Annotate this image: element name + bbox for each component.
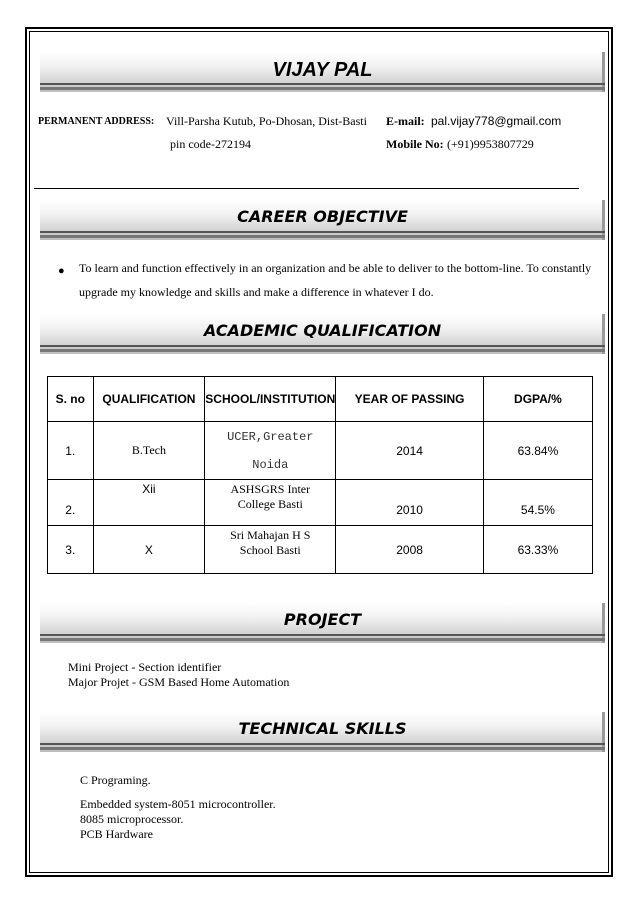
email-label: E-mail: xyxy=(386,114,425,128)
project-banner xyxy=(40,603,605,643)
row3-school-line1: Sri Mahajan H S xyxy=(230,528,311,542)
career-objective-banner xyxy=(40,200,605,240)
list-item: 8085 microprocessor. xyxy=(80,812,184,826)
row1-dgpa: 63.84% xyxy=(483,422,592,480)
list-item: Embedded system-8051 microcontroller. xyxy=(80,797,276,811)
row2-qualification: Xii xyxy=(93,480,205,526)
technical-skills-banner xyxy=(40,712,605,752)
row2-school-line1: ASHSGRS Inter xyxy=(230,482,311,496)
row3-sno: 3. xyxy=(48,526,94,574)
list-item: PCB Hardware xyxy=(80,827,153,841)
row3-school xyxy=(205,526,336,574)
skills-list xyxy=(80,797,276,842)
table-row xyxy=(48,480,593,526)
row2-year: 2010 xyxy=(336,480,484,526)
address-label: PERMANENT ADDRESS: xyxy=(38,116,155,127)
email-value[interactable]: pal.vijay778@gmail.com xyxy=(431,114,562,128)
row2-dgpa: 54.5% xyxy=(483,480,592,526)
mobile-label: Mobile No: xyxy=(386,137,444,151)
header-sno: S. no xyxy=(48,377,94,422)
candidate-name: VIJAY PAL xyxy=(272,59,373,81)
row1-year: 2014 xyxy=(336,422,484,480)
row1-qualification: B.Tech xyxy=(93,422,205,480)
row3-year: 2008 xyxy=(336,526,484,574)
table-header-row xyxy=(48,377,593,422)
row1-sno: 1. xyxy=(48,422,94,480)
career-objective-heading: CAREER OBJECTIVE xyxy=(237,207,408,226)
address-line1: Vill-Parsha Kutub, Po-Dhosan, Dist-Basti xyxy=(166,114,367,128)
project-heading: PROJECT xyxy=(283,610,362,629)
row2-sno: 2. xyxy=(48,480,94,526)
academic-banner xyxy=(40,314,605,354)
academic-table xyxy=(47,376,593,574)
list-item: Mini Project - Section identifier xyxy=(68,660,222,674)
divider-line xyxy=(34,188,579,189)
row1-school-line1: UCER,Greater xyxy=(227,429,314,444)
row2-school xyxy=(205,480,336,526)
row3-qualification: X xyxy=(93,526,205,574)
row3-dgpa: 63.33% xyxy=(483,526,592,574)
technical-skills-heading: TECHNICAL SKILLS xyxy=(238,719,407,738)
list-item: Major Projet - GSM Based Home Automation xyxy=(68,675,290,689)
header-qualification: QUALIFICATION xyxy=(93,377,205,422)
project-list xyxy=(68,660,289,690)
academic-heading: ACADEMIC QUALIFICATION xyxy=(203,321,442,340)
bullet-icon: ● xyxy=(58,265,65,277)
mobile-value: (+91)9953807729 xyxy=(447,137,534,151)
name-banner xyxy=(40,52,605,92)
table-row xyxy=(48,422,593,480)
header-school: SCHOOL/INSTITUTION xyxy=(205,377,336,422)
address-line2: pin code-272194 xyxy=(170,137,251,151)
objective-text: To learn and function effectively in an organization and be able to deliver to the bottom-line. To constantly upgrade my knowledge and skills and make a difference in whatever I do. xyxy=(79,261,592,299)
row2-school-line2: College Basti xyxy=(237,497,303,511)
table-row xyxy=(48,526,593,574)
header-year: YEAR OF PASSING xyxy=(336,377,484,422)
row1-school xyxy=(205,422,336,480)
row3-school-line2: School Basti xyxy=(239,543,301,557)
skill-item-1: C Programing. xyxy=(80,773,151,787)
row1-school-line2: Noida xyxy=(252,457,289,472)
header-dgpa: DGPA/% xyxy=(483,377,592,422)
